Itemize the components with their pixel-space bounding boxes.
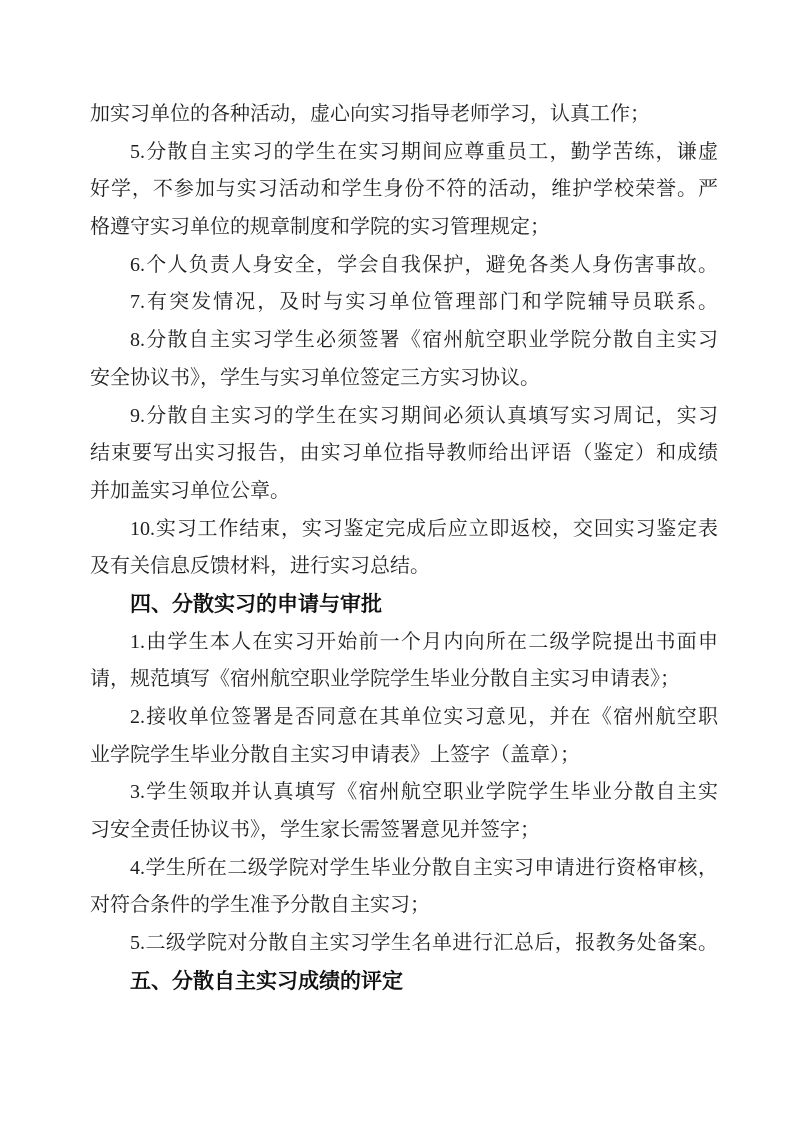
body-text-line: 8.分散自主实习学生必须签署《宿州航空职业学院分散自主实习: [130, 329, 718, 352]
body-text-line: 6.个人负责人身安全，学会自我保护，避免各类人身伤害事故。: [130, 253, 718, 276]
body-text-line: 好学，不参加与实习活动和学生身份不符的活动，维护学校荣誉。严: [90, 178, 718, 201]
body-text-line: 习安全责任协议书》，学生家长需签署意见并签字；: [90, 819, 540, 842]
section-heading-5: 五、分散自主实习成绩的评定: [130, 969, 403, 993]
page-text-content: [90, 96, 718, 1001]
body-text-line: 2.接收单位签署是否同意在其单位实习意见，并在《宿州航空职: [130, 706, 718, 728]
body-text-line: 1.由学生本人在实习开始前一个月内向所在二级学院提出书面申: [130, 630, 718, 653]
body-text-line: 5.分散自主实习的学生在实习期间应尊重员工，勤学苦练，谦虚: [130, 140, 718, 163]
section-heading-4: 四、分散实习的申请与审批: [130, 592, 382, 616]
body-text-line: 5.二级学院对分散自主实习学生名单进行汇总后，报教务处备案。: [130, 932, 718, 955]
body-text-line: 业学院学生毕业分散自主实习申请表》上签字（盖章）；: [90, 743, 580, 766]
body-text-line: 9.分散自主实习的学生在实习期间必须认真填写实习周记，实习: [130, 404, 718, 427]
body-text-line: 对符合条件的学生准予分散自主实习；: [90, 894, 430, 917]
body-text-line: 3.学生领取并认真填写《宿州航空职业学院学生毕业分散自主实: [130, 781, 718, 804]
body-text-line: 及有关信息反馈材料，进行实习总结。: [90, 555, 430, 578]
body-text-line: 7.有突发情况，及时与实习单位管理部门和学院辅导员联系。: [130, 291, 718, 314]
body-text-line: 4.学生所在二级学院对学生毕业分散自主实习申请进行资格审核，: [130, 856, 718, 879]
body-text-line: 加实习单位的各种活动，虚心向实习指导老师学习，认真工作；: [90, 103, 650, 125]
body-text-line: 并加盖实习单位公章。: [90, 479, 290, 502]
body-text-line: 结束要写出实习报告，由实习单位指导教师给出评语（鉴定）和成绩: [90, 442, 718, 465]
body-text-line: 安全协议书》，学生与实习单位签定三方实习协议。: [90, 366, 540, 389]
body-text-line: 10.实习工作结束，实习鉴定完成后应立即返校，交回实习鉴定表: [130, 517, 718, 540]
body-text-line: 格遵守实习单位的规章制度和学院的实习管理规定；: [90, 216, 550, 239]
body-text-line: 请，规范填写《宿州航空职业学院学生毕业分散自主实习申请表》；: [90, 668, 680, 691]
